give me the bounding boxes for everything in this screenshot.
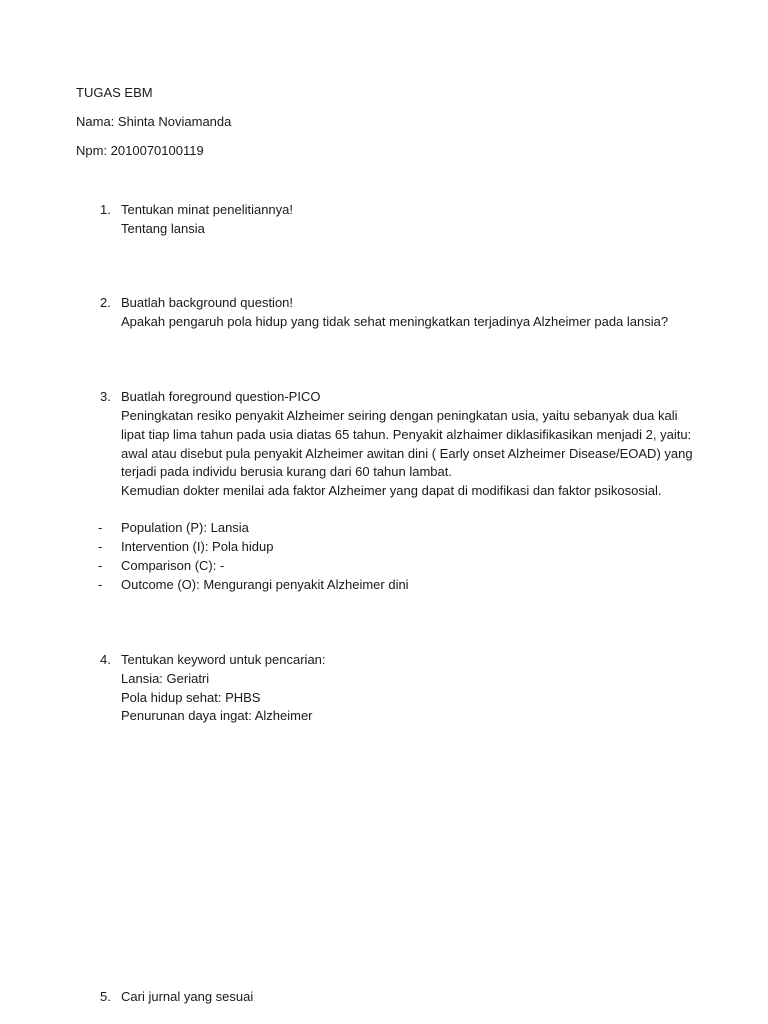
list-bullet: -	[98, 539, 103, 554]
question-prompt: Tentukan minat penelitiannya!	[121, 202, 294, 217]
pico-outcome: Outcome (O): Mengurangi penyakit Alzheimer dini	[121, 577, 409, 592]
question-number: 2.	[100, 295, 111, 310]
question-number: 5.	[100, 989, 111, 1004]
question-answer-line: Tentang lansia	[121, 221, 205, 236]
question-answer-line: Pola hidup sehat: PHBS	[121, 690, 261, 705]
list-bullet: -	[98, 558, 103, 573]
question-prompt: Tentukan keyword untuk pencarian:	[121, 652, 326, 667]
question-answer-line: Peningkatan resiko penyakit Alzheimer seiring dengan peningkatan usia, yaitu sebanyak dua kali	[121, 408, 678, 423]
pico-population: Population (P): Lansia	[121, 520, 249, 535]
question-prompt: Buatlah background question!	[121, 295, 294, 310]
question-number: 1.	[100, 202, 111, 217]
document-title: TUGAS EBM	[76, 85, 153, 100]
pico-comparison: Comparison (C): -	[121, 558, 225, 573]
question-answer-line: awal atau disebut pula penyakit Alzheimer awitan dini ( Early onset Alzheimer Disease/EOAD) yang	[121, 446, 693, 461]
list-bullet: -	[98, 577, 103, 592]
question-number: 3.	[100, 389, 111, 404]
question-answer-line: terjadi pada individu berusia kurang dari 60 tahun lambat.	[121, 464, 452, 479]
question-prompt: Cari jurnal yang sesuai	[121, 989, 254, 1004]
question-answer-line: Kemudian dokter menilai ada faktor Alzheimer yang dapat di modifikasi dan faktor psikososial.	[121, 483, 662, 498]
question-answer-line: lipat tiap lima tahun pada usia diatas 65 tahun. Penyakit alzhaimer diklasifikasikan menjadi 2, yaitu:	[121, 427, 692, 442]
student-npm: Npm: 2010070100119	[76, 143, 204, 158]
question-prompt: Buatlah foreground question-PICO	[121, 389, 321, 404]
pico-intervention: Intervention (I): Pola hidup	[121, 539, 274, 554]
question-answer-line: Apakah pengaruh pola hidup yang tidak sehat meningkatkan terjadinya Alzheimer pada lansia?	[121, 314, 669, 329]
student-name: Nama: Shinta Noviamanda	[76, 114, 232, 129]
question-answer-line: Penurunan daya ingat: Alzheimer	[121, 708, 313, 723]
list-bullet: -	[98, 520, 103, 535]
question-answer-line: Lansia: Geriatri	[121, 671, 210, 686]
question-number: 4.	[100, 652, 111, 667]
